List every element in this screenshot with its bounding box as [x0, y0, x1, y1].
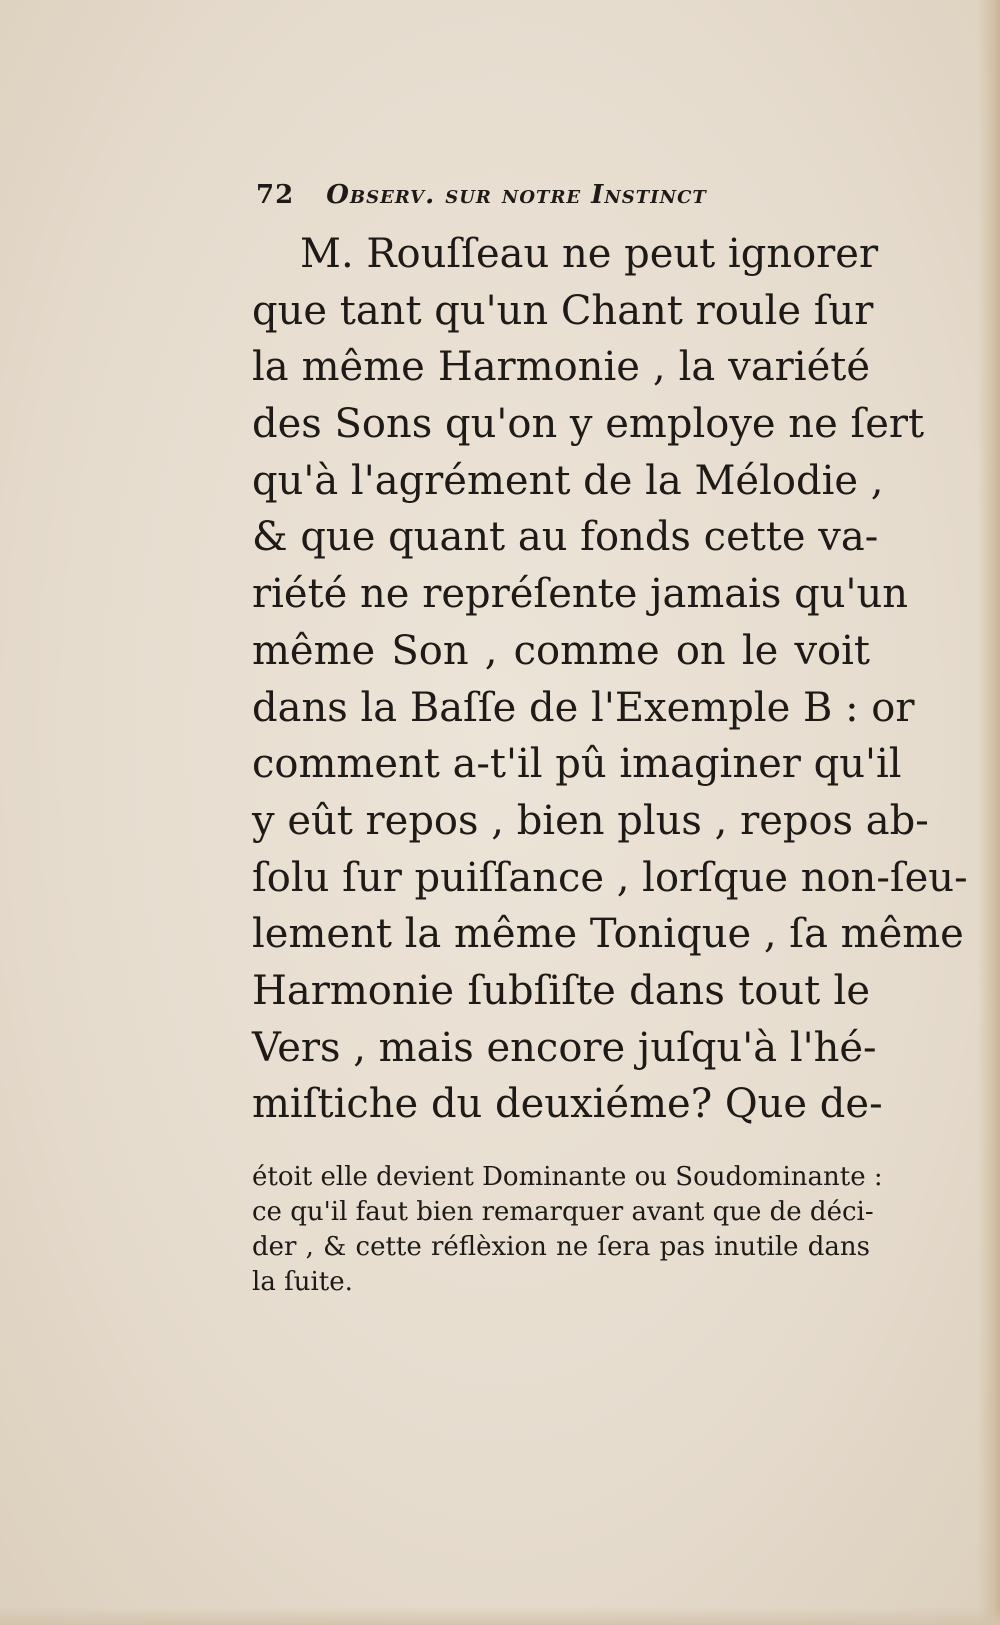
body-line: ſolu ſur puiſſance , lorſque non-ſeu-: [252, 854, 968, 901]
body-line: M. Rouſſeau ne peut ignorer: [300, 231, 879, 277]
body-line: Vers , mais encore juſqu'à l'hé-: [252, 1024, 877, 1071]
page-edge-shadow: [978, 0, 1000, 1625]
footnote-line: la ſuite.: [252, 1267, 353, 1297]
body-line: riété ne repréſente jamais qu'un: [252, 571, 909, 618]
body-line: la même Harmonie , la variété: [252, 344, 870, 391]
body-line: Harmonie ſubſiſte dans tout le: [252, 967, 870, 1014]
body-line: des Sons qu'on y employe ne ſert: [252, 401, 925, 448]
body-line: que tant qu'un Chant roule ſur: [252, 287, 874, 334]
body-line: lement la même Tonique , ſa même: [252, 911, 964, 958]
body-line: & que quant au fonds cette va-: [252, 514, 879, 561]
body-text: [252, 226, 968, 1133]
body-line: miſtiche du deuxiéme? Que de-: [252, 1081, 883, 1128]
page-number: 72: [256, 180, 295, 210]
footnote: [252, 1160, 883, 1300]
body-line: qu'à l'agrément de la Mélodie ,: [252, 457, 884, 504]
footnote-line: ce qu'il faut bien remarquer avant que de déci-: [252, 1197, 874, 1227]
running-header: [256, 180, 707, 210]
body-line: même Son , comme on le voit: [252, 627, 870, 674]
footnote-line: der , & cette réflèxion ne ſera pas inutile dans: [252, 1232, 870, 1262]
body-line: y eût repos , bien plus , repos ab-: [252, 797, 929, 844]
running-title: Observ. sur notre Instinct: [326, 180, 707, 210]
body-line: comment a-t'il pû imaginer qu'il: [252, 741, 902, 788]
footnote-line: étoit elle devient Dominante ou Soudominante :: [252, 1162, 883, 1192]
page-bottom-shadow: [0, 1607, 1000, 1625]
body-line: dans la Baſſe de l'Exemple B : or: [252, 684, 915, 731]
